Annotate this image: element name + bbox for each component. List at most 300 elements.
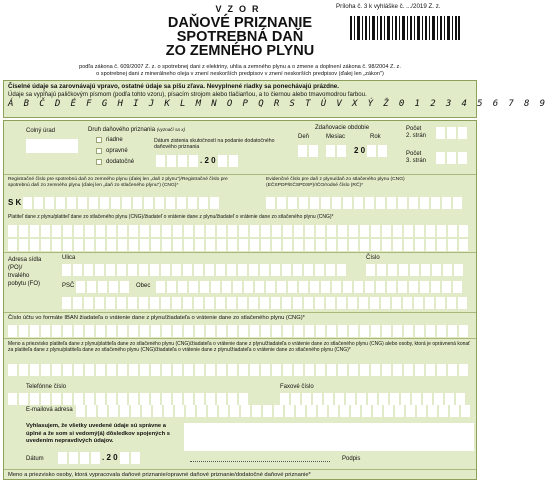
pocet-2-boxes[interactable] <box>436 127 467 139</box>
char-cell[interactable] <box>173 225 182 237</box>
char-cell[interactable] <box>327 364 336 376</box>
char-cell[interactable] <box>217 325 226 337</box>
obec-boxes[interactable] <box>156 281 462 293</box>
char-cell[interactable] <box>107 364 116 376</box>
address-row-3[interactable] <box>62 297 467 309</box>
char-cell[interactable] <box>129 239 138 251</box>
char-cell[interactable] <box>282 297 291 309</box>
char-cell[interactable] <box>63 393 72 405</box>
char-cell[interactable] <box>129 225 138 237</box>
char-cell[interactable] <box>109 405 118 417</box>
char-cell[interactable] <box>392 297 401 309</box>
char-cell[interactable] <box>398 281 407 293</box>
char-cell[interactable] <box>415 364 424 376</box>
char-cell[interactable] <box>151 225 160 237</box>
char-cell[interactable] <box>206 364 215 376</box>
char-cell[interactable] <box>294 364 303 376</box>
char-cell[interactable] <box>189 281 198 293</box>
char-cell[interactable] <box>249 297 258 309</box>
char-cell[interactable] <box>376 197 385 209</box>
char-cell[interactable] <box>365 197 374 209</box>
char-cell[interactable] <box>343 197 352 209</box>
char-cell[interactable] <box>293 297 302 309</box>
char-cell[interactable] <box>96 239 105 251</box>
char-cell[interactable] <box>206 225 215 237</box>
char-cell[interactable] <box>117 264 126 276</box>
char-cell[interactable] <box>244 281 253 293</box>
char-cell[interactable] <box>250 325 259 337</box>
char-cell[interactable] <box>219 405 228 417</box>
char-cell[interactable] <box>426 239 435 251</box>
char-cell[interactable] <box>120 281 129 293</box>
char-cell[interactable] <box>423 393 432 405</box>
char-cell[interactable] <box>316 239 325 251</box>
char-cell[interactable] <box>96 325 105 337</box>
char-cell[interactable] <box>288 281 297 293</box>
char-cell[interactable] <box>454 264 463 276</box>
char-cell[interactable] <box>285 405 294 417</box>
char-cell[interactable] <box>210 197 219 209</box>
char-cell[interactable] <box>206 239 215 251</box>
char-cell[interactable] <box>106 264 115 276</box>
char-cell[interactable] <box>142 405 151 417</box>
char-cell[interactable] <box>362 405 371 417</box>
char-cell[interactable] <box>30 393 39 405</box>
char-cell[interactable] <box>8 393 17 405</box>
char-cell[interactable] <box>85 364 94 376</box>
char-cell[interactable] <box>211 281 220 293</box>
char-cell[interactable] <box>349 239 358 251</box>
char-cell[interactable] <box>420 197 429 209</box>
char-cell[interactable] <box>52 239 61 251</box>
char-cell[interactable] <box>56 197 65 209</box>
char-cell[interactable] <box>305 325 314 337</box>
char-cell[interactable] <box>459 325 468 337</box>
char-cell[interactable] <box>129 364 138 376</box>
char-cell[interactable] <box>250 225 259 237</box>
char-cell[interactable] <box>216 264 225 276</box>
char-cell[interactable] <box>239 325 248 337</box>
char-cell[interactable] <box>161 297 170 309</box>
char-cell[interactable] <box>194 297 203 309</box>
char-cell[interactable] <box>393 364 402 376</box>
char-cell[interactable] <box>327 225 336 237</box>
char-cell[interactable] <box>133 197 142 209</box>
datum-zistenia-boxes[interactable] <box>156 155 238 167</box>
char-cell[interactable] <box>294 239 303 251</box>
char-cell[interactable] <box>140 364 149 376</box>
char-cell[interactable] <box>206 325 215 337</box>
char-cell[interactable] <box>393 239 402 251</box>
contact-row-1[interactable] <box>8 364 468 376</box>
den-cell[interactable] <box>309 145 318 157</box>
char-cell[interactable] <box>184 325 193 337</box>
char-cell[interactable] <box>288 197 297 209</box>
char-cell[interactable] <box>230 405 239 417</box>
datum-boxes[interactable] <box>58 452 140 464</box>
char-cell[interactable] <box>250 364 259 376</box>
char-cell[interactable] <box>365 281 374 293</box>
char-cell[interactable] <box>404 239 413 251</box>
char-cell[interactable] <box>299 281 308 293</box>
char-cell[interactable] <box>162 364 171 376</box>
char-cell[interactable] <box>34 197 43 209</box>
char-cell[interactable] <box>277 197 286 209</box>
char-cell[interactable] <box>305 364 314 376</box>
char-cell[interactable] <box>52 225 61 237</box>
char-cell[interactable] <box>30 239 39 251</box>
mesiac-cell[interactable] <box>326 145 335 157</box>
char-cell[interactable] <box>228 239 237 251</box>
cislo-boxes[interactable] <box>366 264 463 276</box>
char-cell[interactable] <box>283 364 292 376</box>
char-cell[interactable] <box>421 264 430 276</box>
char-cell[interactable] <box>409 281 418 293</box>
char-cell[interactable] <box>238 264 247 276</box>
char-cell[interactable] <box>167 281 176 293</box>
char-cell[interactable] <box>52 364 61 376</box>
char-cell[interactable] <box>118 364 127 376</box>
char-cell[interactable] <box>41 225 50 237</box>
char-cell[interactable] <box>371 225 380 237</box>
char-cell[interactable] <box>95 264 104 276</box>
char-cell[interactable] <box>23 197 32 209</box>
date-cell[interactable] <box>80 452 89 464</box>
char-cell[interactable] <box>398 197 407 209</box>
char-cell[interactable] <box>164 405 173 417</box>
char-cell[interactable] <box>272 364 281 376</box>
char-cell[interactable] <box>62 264 71 276</box>
char-cell[interactable] <box>387 281 396 293</box>
char-cell[interactable] <box>252 405 261 417</box>
char-cell[interactable] <box>184 239 193 251</box>
char-cell[interactable] <box>111 197 120 209</box>
char-cell[interactable] <box>238 297 247 309</box>
char-cell[interactable] <box>434 393 443 405</box>
char-cell[interactable] <box>431 281 440 293</box>
date-cell[interactable] <box>58 452 67 464</box>
char-cell[interactable] <box>384 405 393 417</box>
char-cell[interactable] <box>293 264 302 276</box>
platitel-row-1[interactable] <box>8 225 468 237</box>
char-cell[interactable] <box>63 225 72 237</box>
email-boxes[interactable] <box>76 405 470 417</box>
char-cell[interactable] <box>151 325 160 337</box>
char-cell[interactable] <box>360 325 369 337</box>
char-cell[interactable] <box>442 281 451 293</box>
char-cell[interactable] <box>85 225 94 237</box>
char-cell[interactable] <box>338 225 347 237</box>
char-cell[interactable] <box>241 405 250 417</box>
char-cell[interactable] <box>144 197 153 209</box>
char-cell[interactable] <box>162 393 171 405</box>
char-cell[interactable] <box>327 325 336 337</box>
char-cell[interactable] <box>299 197 308 209</box>
char-cell[interactable] <box>206 393 215 405</box>
char-cell[interactable] <box>291 393 300 405</box>
pocet-cell[interactable] <box>458 152 467 164</box>
char-cell[interactable] <box>305 225 314 237</box>
char-cell[interactable] <box>8 325 17 337</box>
char-cell[interactable] <box>437 239 446 251</box>
char-cell[interactable] <box>332 281 341 293</box>
char-cell[interactable] <box>337 297 346 309</box>
char-cell[interactable] <box>316 225 325 237</box>
char-cell[interactable] <box>129 393 138 405</box>
ulica-boxes[interactable] <box>62 264 346 276</box>
char-cell[interactable] <box>74 364 83 376</box>
char-cell[interactable] <box>450 405 459 417</box>
char-cell[interactable] <box>222 281 231 293</box>
iban-boxes[interactable] <box>8 325 468 337</box>
char-cell[interactable] <box>63 364 72 376</box>
char-cell[interactable] <box>87 281 96 293</box>
char-cell[interactable] <box>118 239 127 251</box>
opravne-checkbox[interactable] <box>96 148 102 154</box>
char-cell[interactable] <box>313 393 322 405</box>
char-cell[interactable] <box>321 281 330 293</box>
char-cell[interactable] <box>85 239 94 251</box>
char-cell[interactable] <box>78 197 87 209</box>
char-cell[interactable] <box>340 405 349 417</box>
char-cell[interactable] <box>96 393 105 405</box>
char-cell[interactable] <box>379 393 388 405</box>
char-cell[interactable] <box>183 297 192 309</box>
char-cell[interactable] <box>250 239 259 251</box>
pocet-cell[interactable] <box>447 127 456 139</box>
char-cell[interactable] <box>349 325 358 337</box>
char-cell[interactable] <box>140 325 149 337</box>
char-cell[interactable] <box>118 325 127 337</box>
char-cell[interactable] <box>239 239 248 251</box>
dodatocne-checkbox[interactable] <box>96 159 102 165</box>
char-cell[interactable] <box>172 264 181 276</box>
char-cell[interactable] <box>382 325 391 337</box>
char-cell[interactable] <box>415 225 424 237</box>
char-cell[interactable] <box>63 325 72 337</box>
char-cell[interactable] <box>76 405 85 417</box>
char-cell[interactable] <box>84 297 93 309</box>
char-cell[interactable] <box>459 364 468 376</box>
char-cell[interactable] <box>415 325 424 337</box>
char-cell[interactable] <box>153 405 162 417</box>
char-cell[interactable] <box>348 297 357 309</box>
char-cell[interactable] <box>456 393 465 405</box>
char-cell[interactable] <box>106 297 115 309</box>
char-cell[interactable] <box>96 225 105 237</box>
char-cell[interactable] <box>426 364 435 376</box>
char-cell[interactable] <box>8 239 17 251</box>
char-cell[interactable] <box>326 264 335 276</box>
char-cell[interactable] <box>307 405 316 417</box>
char-cell[interactable] <box>87 405 96 417</box>
date-cell[interactable] <box>229 155 238 167</box>
char-cell[interactable] <box>107 239 116 251</box>
char-cell[interactable] <box>294 225 303 237</box>
mesiac-cell[interactable] <box>337 145 346 157</box>
char-cell[interactable] <box>260 264 269 276</box>
char-cell[interactable] <box>177 197 186 209</box>
char-cell[interactable] <box>382 239 391 251</box>
char-cell[interactable] <box>283 239 292 251</box>
psc-boxes[interactable] <box>76 281 129 293</box>
char-cell[interactable] <box>107 225 116 237</box>
riadne-checkbox[interactable] <box>96 137 102 143</box>
char-cell[interactable] <box>122 197 131 209</box>
char-cell[interactable] <box>266 281 275 293</box>
char-cell[interactable] <box>95 297 104 309</box>
date-cell[interactable] <box>120 452 129 464</box>
char-cell[interactable] <box>255 281 264 293</box>
char-cell[interactable] <box>271 264 280 276</box>
char-cell[interactable] <box>335 393 344 405</box>
char-cell[interactable] <box>448 364 457 376</box>
char-cell[interactable] <box>151 364 160 376</box>
char-cell[interactable] <box>227 264 236 276</box>
char-cell[interactable] <box>302 393 311 405</box>
char-cell[interactable] <box>272 225 281 237</box>
char-cell[interactable] <box>217 364 226 376</box>
date-cell[interactable] <box>156 155 165 167</box>
char-cell[interactable] <box>395 405 404 417</box>
char-cell[interactable] <box>96 364 105 376</box>
char-cell[interactable] <box>283 225 292 237</box>
char-cell[interactable] <box>150 264 159 276</box>
char-cell[interactable] <box>310 281 319 293</box>
char-cell[interactable] <box>195 364 204 376</box>
char-cell[interactable] <box>41 325 50 337</box>
char-cell[interactable] <box>368 393 377 405</box>
char-cell[interactable] <box>228 225 237 237</box>
char-cell[interactable] <box>173 325 182 337</box>
char-cell[interactable] <box>442 197 451 209</box>
char-cell[interactable] <box>371 239 380 251</box>
char-cell[interactable] <box>393 225 402 237</box>
char-cell[interactable] <box>315 264 324 276</box>
char-cell[interactable] <box>305 239 314 251</box>
date-cell[interactable] <box>167 155 176 167</box>
char-cell[interactable] <box>271 297 280 309</box>
evid-boxes[interactable] <box>266 197 462 209</box>
fax-boxes[interactable] <box>280 393 465 405</box>
char-cell[interactable] <box>324 393 333 405</box>
char-cell[interactable] <box>19 364 28 376</box>
pocet-cell[interactable] <box>436 127 445 139</box>
char-cell[interactable] <box>338 239 347 251</box>
char-cell[interactable] <box>120 405 129 417</box>
char-cell[interactable] <box>184 364 193 376</box>
char-cell[interactable] <box>8 364 17 376</box>
char-cell[interactable] <box>228 325 237 337</box>
char-cell[interactable] <box>161 264 170 276</box>
char-cell[interactable] <box>128 264 137 276</box>
char-cell[interactable] <box>431 197 440 209</box>
obdobie-boxes[interactable] <box>298 145 387 157</box>
char-cell[interactable] <box>376 281 385 293</box>
pocet-cell[interactable] <box>447 152 456 164</box>
char-cell[interactable] <box>199 197 208 209</box>
char-cell[interactable] <box>19 393 28 405</box>
char-cell[interactable] <box>30 225 39 237</box>
char-cell[interactable] <box>338 364 347 376</box>
char-cell[interactable] <box>217 393 226 405</box>
char-cell[interactable] <box>195 393 204 405</box>
char-cell[interactable] <box>263 405 272 417</box>
char-cell[interactable] <box>166 197 175 209</box>
char-cell[interactable] <box>118 393 127 405</box>
char-cell[interactable] <box>173 364 182 376</box>
char-cell[interactable] <box>76 281 85 293</box>
char-cell[interactable] <box>414 297 423 309</box>
char-cell[interactable] <box>217 239 226 251</box>
char-cell[interactable] <box>73 297 82 309</box>
char-cell[interactable] <box>173 239 182 251</box>
char-cell[interactable] <box>371 364 380 376</box>
char-cell[interactable] <box>67 197 76 209</box>
char-cell[interactable] <box>448 239 457 251</box>
char-cell[interactable] <box>343 281 352 293</box>
char-cell[interactable] <box>390 393 399 405</box>
char-cell[interactable] <box>30 364 39 376</box>
char-cell[interactable] <box>359 297 368 309</box>
char-cell[interactable] <box>274 405 283 417</box>
char-cell[interactable] <box>216 297 225 309</box>
date-cell[interactable] <box>178 155 187 167</box>
char-cell[interactable] <box>74 239 83 251</box>
char-cell[interactable] <box>156 281 165 293</box>
char-cell[interactable] <box>151 239 160 251</box>
char-cell[interactable] <box>310 197 319 209</box>
char-cell[interactable] <box>357 393 366 405</box>
char-cell[interactable] <box>131 405 140 417</box>
char-cell[interactable] <box>172 297 181 309</box>
char-cell[interactable] <box>260 297 269 309</box>
char-cell[interactable] <box>178 281 187 293</box>
char-cell[interactable] <box>208 405 217 417</box>
char-cell[interactable] <box>360 364 369 376</box>
char-cell[interactable] <box>393 325 402 337</box>
date-cell[interactable] <box>131 452 140 464</box>
char-cell[interactable] <box>366 264 375 276</box>
signature-area[interactable] <box>184 423 474 451</box>
char-cell[interactable] <box>426 225 435 237</box>
char-cell[interactable] <box>360 239 369 251</box>
char-cell[interactable] <box>428 405 437 417</box>
char-cell[interactable] <box>129 325 138 337</box>
char-cell[interactable] <box>459 225 468 237</box>
char-cell[interactable] <box>404 325 413 337</box>
char-cell[interactable] <box>19 225 28 237</box>
char-cell[interactable] <box>261 364 270 376</box>
char-cell[interactable] <box>239 364 248 376</box>
date-cell[interactable] <box>189 155 198 167</box>
char-cell[interactable] <box>184 393 193 405</box>
char-cell[interactable] <box>448 225 457 237</box>
char-cell[interactable] <box>205 297 214 309</box>
char-cell[interactable] <box>162 325 171 337</box>
char-cell[interactable] <box>346 393 355 405</box>
char-cell[interactable] <box>321 197 330 209</box>
telefon-boxes[interactable] <box>8 393 248 405</box>
char-cell[interactable] <box>128 297 137 309</box>
char-cell[interactable] <box>338 325 347 337</box>
char-cell[interactable] <box>162 239 171 251</box>
char-cell[interactable] <box>217 225 226 237</box>
char-cell[interactable] <box>249 264 258 276</box>
char-cell[interactable] <box>381 297 390 309</box>
char-cell[interactable] <box>382 225 391 237</box>
char-cell[interactable] <box>98 405 107 417</box>
